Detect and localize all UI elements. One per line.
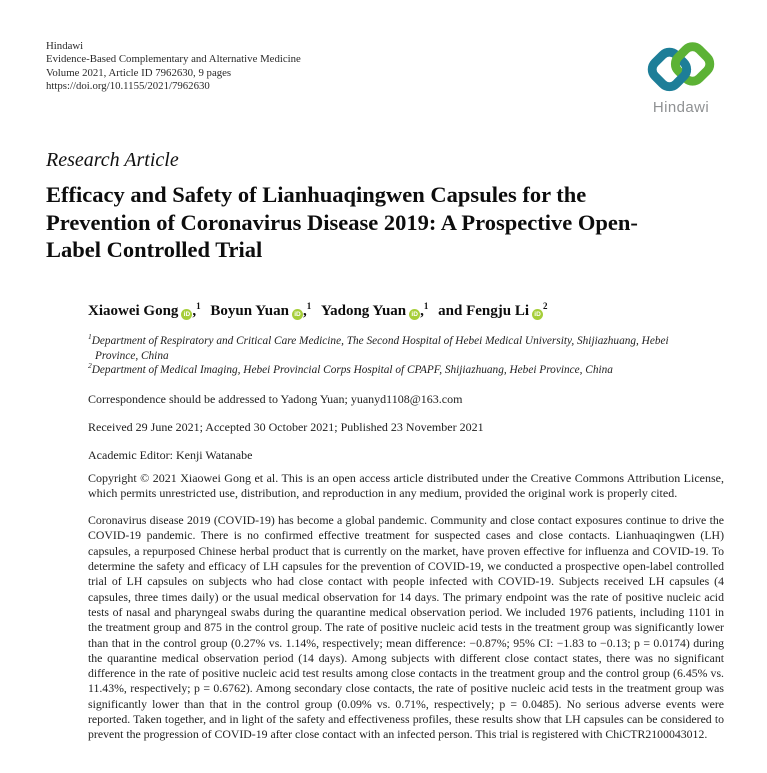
abstract-text: Coronavirus disease 2019 (COVID-19) has become a global pandemic. Community and close contact exposures continue to drive the COVID-19 pandemic. There is no confirmed effective treatment for suspected cases and close contacts. Lianhuaqingwen (LH) capsules, a repurposed Chinese herbal product that is currently on the market, have proven effective for influenza and COVID-19. To determine the safety and efficacy of LH capsules for the prevention of COVID-19, we conducted a prospective open-label controlled trial of LH capsules on subjects who had close contact with people infected with COVID-19. Subjects received LH capsules (4 capsules, three times daily) or the usual medical observation for 14 days. The primary endpoint was the rate of positive nucleic acid tests of nasal and pharyngeal swabs during the quarantine medical observation period. We included 1976 patients, including 1101 in the treatment group and 875 in the control group. The rate of positive nucleic acid tests in the treatment group was significantly lower than that in the control group (0.27% vs. 1.14%, respectively; mean difference: −0.87%; 95% CI: −1.83 to −0.13; p = 0.0174) during the quarantine medical observation period (14 days). Among subjects with different close contact states, there was no significant difference in the rate of positive nucleic acid test results among close contacts in the treatment group and the control group (6.45% vs. 11.43%, respectively; p = 0.6762). Among secondary close contacts, the rate of positive nucleic acid tests in the treatment group was significantly lower than that in the control group (0.09% vs. 0.71%, respectively; p = 0.0485). No serious adverse events were reported. Taken together, and in light of the safety and effectiveness profiles, these results show that LH capsules can be considered to prevent the progression of COVID-19 after close contact with an infected person. This trial is registered with ChiCTR2100043012. bbox=[88, 513, 724, 742]
journal-header bbox=[46, 40, 301, 94]
volume-line: Volume 2021, Article ID 7962630, 9 pages bbox=[46, 66, 232, 79]
author-2: Boyun Yuan iD ,$^1$ bbox=[210, 301, 312, 319]
author-4: and Fengju Li $iD^2$ bbox=[438, 301, 548, 319]
author-affiliation-sup: 1 bbox=[306, 301, 312, 311]
article-title: Efficacy and Safety of Lianhuaqingwen Capsules for the Prevention of Coronavirus Disease 2019: A Prospective Open-Label Controlled Trial bbox=[46, 182, 638, 262]
affiliations-block bbox=[88, 334, 724, 378]
correspondence-line: Correspondence should be addressed to Yadong Yuan; yuanyd1108@163.com bbox=[88, 391, 463, 406]
publisher-line: Hindawi bbox=[46, 40, 84, 52]
author-1: Xiaowei Gong iD ,$^1$ bbox=[88, 301, 201, 319]
orcid-icon[interactable]: iD bbox=[181, 309, 192, 320]
authors-line bbox=[88, 303, 724, 320]
article-type-label: Research Article bbox=[46, 149, 179, 171]
history-line: Received 29 June 2021; Accepted 30 October 2021; Published 23 November 2021 bbox=[88, 419, 484, 434]
author-affiliation-sup: 1 bbox=[423, 301, 429, 311]
affiliation-1: $^1$Department of Respiratory and Critical Care Medicine, The Second Hospital of Hebei Medical University, Shijiazhuang, Hebei Province, China bbox=[88, 332, 669, 362]
author-affiliation-sup: 2 bbox=[543, 301, 548, 311]
orcid-icon[interactable]: iD bbox=[532, 309, 543, 320]
journal-line: Evidence-Based Complementary and Alternative Medicine bbox=[46, 53, 301, 66]
hindawi-rings-icon bbox=[644, 34, 718, 98]
logo-wordmark: Hindawi bbox=[652, 99, 710, 116]
academic-editor-line: Academic Editor: Kenji Watanabe bbox=[88, 447, 253, 462]
copyright-text: Copyright © 2021 Xiaowei Gong et al. This is an open access article distributed under the Creative Commons Attribution License, which permits unrestricted use, distribution, and reproduction in any medium, provided the original work is properly cited. bbox=[88, 470, 724, 500]
affiliation-2: $^2$Department of Medical Imaging, Hebei Provincial Corps Hospital of CPAPF, Shijiazhuang, Hebei Province, China bbox=[88, 361, 613, 377]
article-front-matter bbox=[88, 303, 724, 743]
author-3: Yadong Yuan iD ,$^1$ bbox=[320, 301, 429, 319]
author-affiliation-sup: 1 bbox=[196, 301, 201, 311]
hindawi-logo bbox=[639, 34, 723, 116]
orcid-icon[interactable]: iD bbox=[292, 309, 303, 320]
orcid-icon[interactable]: iD bbox=[409, 309, 420, 320]
doi-line: https://doi.org/10.1155/2021/7962630 bbox=[46, 80, 210, 93]
